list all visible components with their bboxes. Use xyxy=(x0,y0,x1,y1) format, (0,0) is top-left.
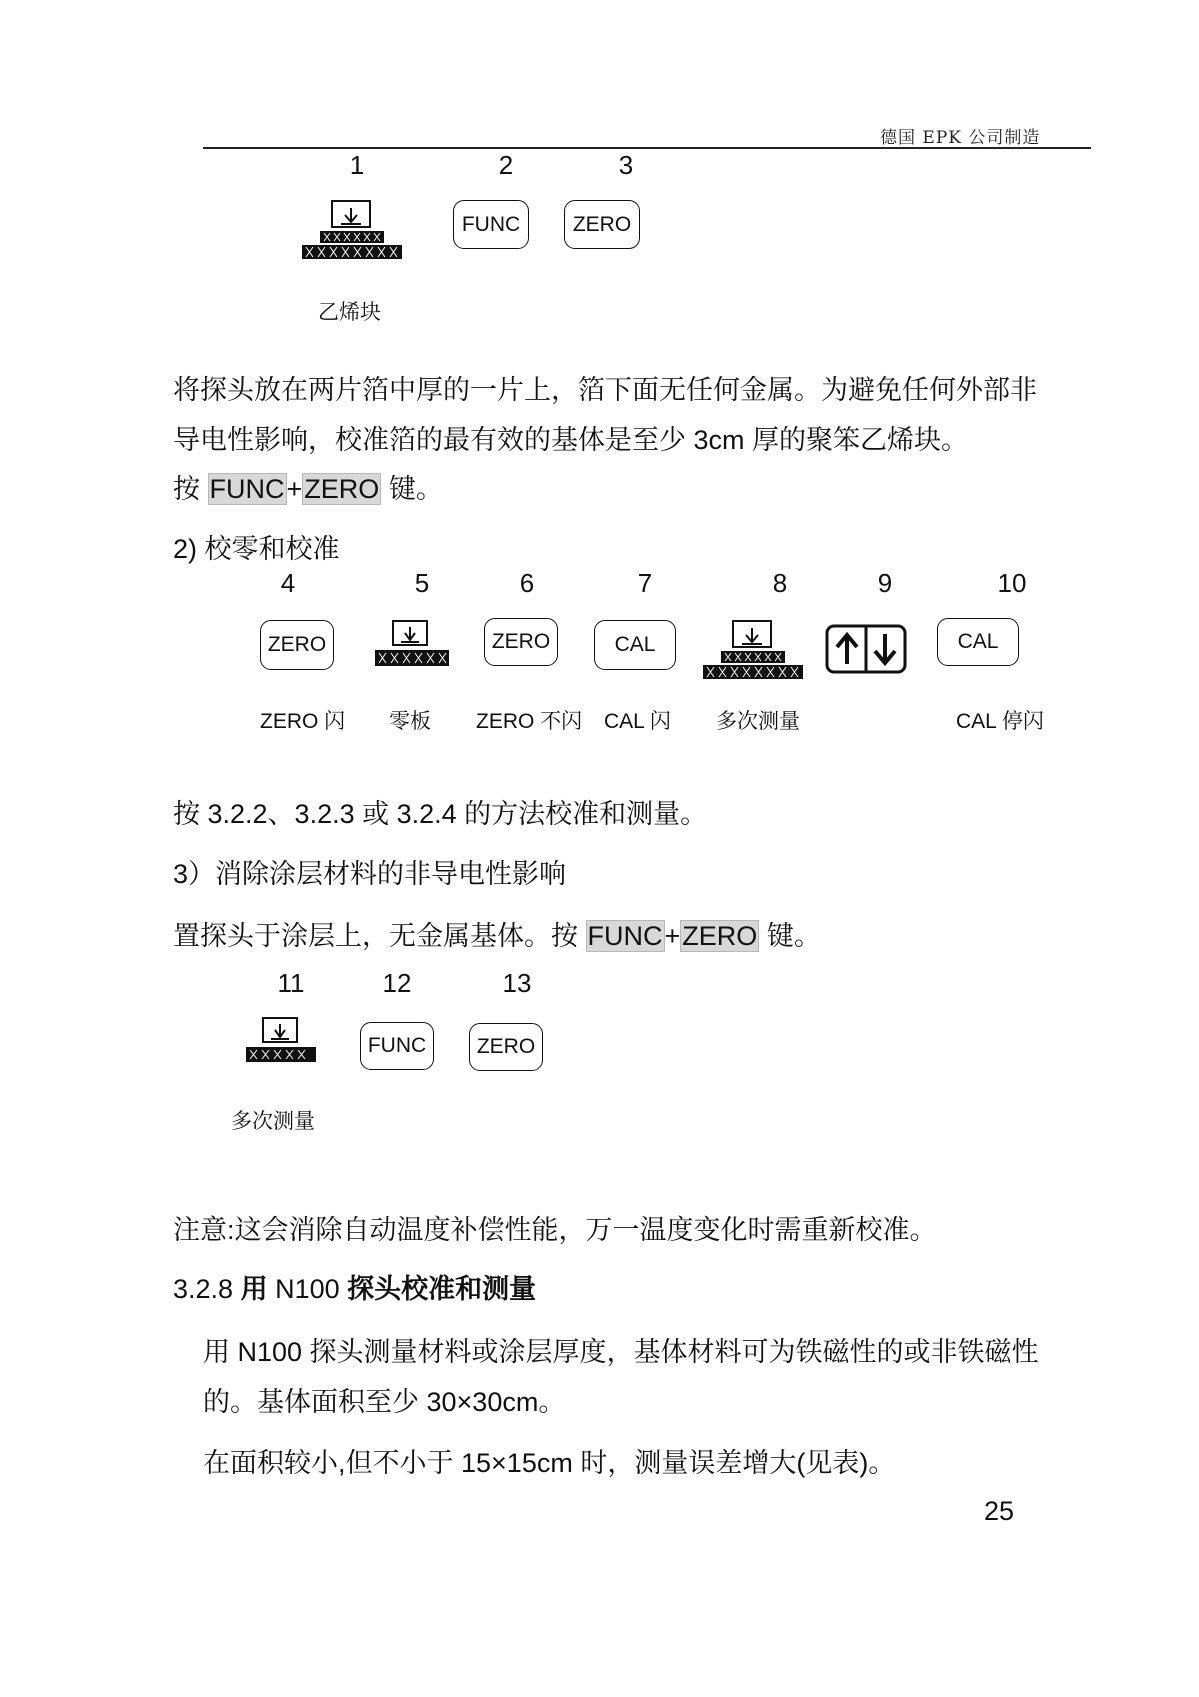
section-328-mid: N100 xyxy=(267,1274,348,1304)
fig2-number-4: 4 xyxy=(280,568,296,598)
para2-text: 按 3.2.2、3.2.3 或 3.2.4 的方法校准和测量。 xyxy=(173,799,708,829)
section3-title: 3）消除涂层材料的非导电性影响 xyxy=(173,859,567,889)
fig2-number-10: 10 xyxy=(997,568,1027,598)
para3-prefix: 置探头于涂层上，无金属基体。按 xyxy=(173,921,586,951)
header-company: 德国 EPK 公司制造 xyxy=(880,128,1041,148)
zero-key-icon: ZERO xyxy=(469,1023,543,1071)
para4-line1: 用 N100 探头测量材料或涂层厚度，基体材料可为铁磁性的或非铁磁性 xyxy=(203,1337,1039,1367)
fig3-caption-multiple-measure: 多次测量 xyxy=(231,1110,315,1133)
fig3-number-11: 11 xyxy=(277,968,305,998)
section2-title: 2) 校零和校准 xyxy=(173,534,340,564)
fig2-number-7: 7 xyxy=(637,568,653,598)
fig2-number-9: 9 xyxy=(877,568,893,598)
plus-sign: + xyxy=(664,921,681,951)
probe-on-block-icon xyxy=(302,200,402,262)
fig3-number-13: 13 xyxy=(502,968,532,998)
caption-zero-no-flash: ZERO 不闪 xyxy=(476,710,583,733)
probe-on-plate-icon xyxy=(246,1017,316,1065)
para3-suffix: 键。 xyxy=(759,921,821,951)
para3-press-line xyxy=(173,914,821,953)
header-rule xyxy=(203,147,1091,149)
fig1-number-2: 2 xyxy=(498,150,514,180)
fig2-number-5: 5 xyxy=(414,568,430,598)
fig2-number-8: 8 xyxy=(772,568,788,598)
func-key-highlight: FUNC xyxy=(209,474,285,504)
section-328-title xyxy=(173,1267,536,1306)
cal-key-icon: CAL xyxy=(937,618,1019,666)
para4-line3: 在面积较小,但不小于 15×15cm 时，测量误差增大(见表)。 xyxy=(203,1448,896,1478)
fig1-number-1: 1 xyxy=(349,150,365,180)
caption-cal-stop-flash: CAL 停闪 xyxy=(956,710,1044,733)
section-328-bold-2: 探头校准和测量 xyxy=(347,1274,537,1304)
plus-sign: + xyxy=(286,474,303,504)
func-key-icon: FUNC xyxy=(453,200,529,249)
func-key-icon: FUNC xyxy=(360,1022,434,1070)
caption-cal-flash: CAL 闪 xyxy=(604,710,671,733)
zero-key-icon: ZERO xyxy=(260,620,334,670)
para1-line2: 导电性影响，校准箔的最有效的基体是至少 3cm 厚的聚笨乙烯块。 xyxy=(173,425,969,455)
zero-key-icon: ZERO xyxy=(484,618,558,666)
note-text: 注意:这会消除自动温度补偿性能，万一温度变化时需重新校准。 xyxy=(173,1215,937,1245)
zero-key-highlight: ZERO xyxy=(304,474,380,504)
fig2-number-6: 6 xyxy=(519,568,535,598)
para1-press-line xyxy=(173,467,443,506)
zero-key-highlight: ZERO xyxy=(682,921,758,951)
probe-on-zero-plate-icon xyxy=(375,620,449,670)
para1-line1: 将探头放在两片箔中厚的一片上，箔下面无任何金属。为避免任何外部非 xyxy=(173,375,1037,405)
caption-multiple-measure: 多次测量 xyxy=(716,710,800,733)
func-key-highlight: FUNC xyxy=(587,921,663,951)
press-suffix: 键。 xyxy=(381,474,443,504)
fig1-number-3: 3 xyxy=(618,150,634,180)
up-down-arrow-keys-icon xyxy=(825,624,907,674)
section-328-bold-1: 用 xyxy=(240,1274,268,1304)
fig3-number-12: 12 xyxy=(382,968,412,998)
caption-zero-plate: 零板 xyxy=(389,710,431,733)
press-prefix: 按 xyxy=(173,474,208,504)
para4-line2: 的。基体面积至少 30×30cm。 xyxy=(203,1387,566,1417)
fig1-caption-block: 乙烯块 xyxy=(318,301,381,324)
probe-on-block-icon xyxy=(703,620,803,682)
page-number: 25 xyxy=(984,1496,1015,1526)
caption-zero-flash: ZERO 闪 xyxy=(260,710,346,733)
section-328-number: 3.2.8 xyxy=(173,1274,241,1304)
cal-key-icon: CAL xyxy=(594,620,676,670)
zero-key-icon: ZERO xyxy=(564,200,640,249)
